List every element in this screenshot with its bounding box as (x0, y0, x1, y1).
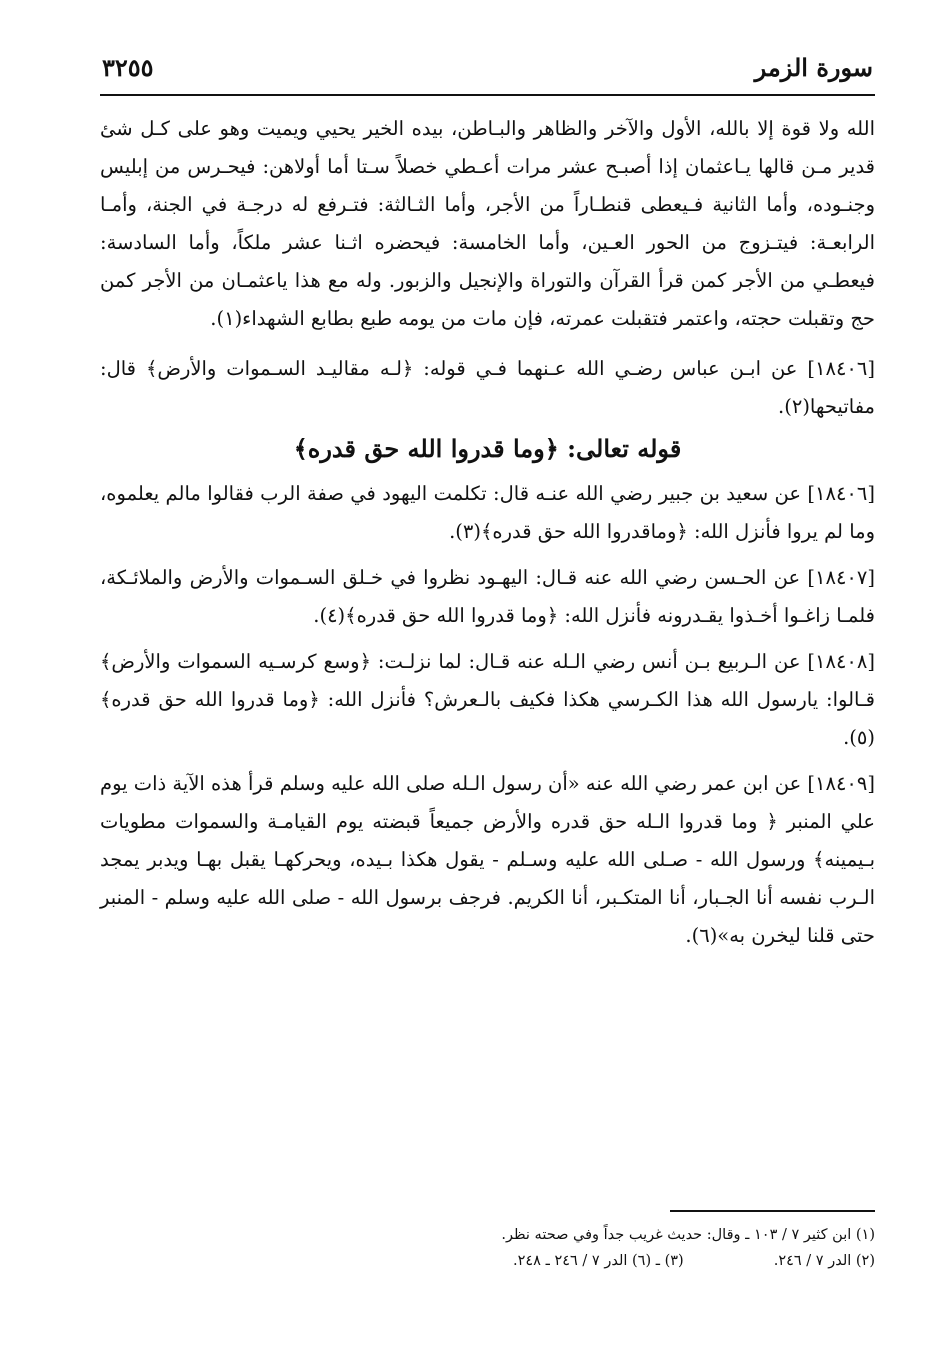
footnote-1: (١) ابن كثير ٧ / ١٠٣ ـ وقال: حديث غريب جداً وفي صحته نظر. (501, 1227, 875, 1243)
page-number: ٣٢٥٥ (102, 52, 154, 82)
hadith-18406-b: [١٨٤٠٦] عن سعيد بن جبير رضي الله عنـه قال: تكلمت اليهود في صفة الرب فقالوا مالم يعلموه، وما لم يروا فأنزل الله: ﴿وماقدروا الله حق قدره﴾(٣). (100, 482, 875, 543)
hadith-18408: [١٨٤٠٨] عن الـربيع بـن أنس رضي الـله عنه قـال: لما نزلـت: ﴿وسع كرسـيه السموات والأرض﴾ قـالوا: يارسول الله هذا الكـرسي هكذا فكيف بالـعرش؟ فأنزل الله: ﴿وما قدروا الله حق قدره﴾(٥). (100, 650, 875, 749)
page-header (100, 40, 875, 96)
footnote-2: (٢) الدر ٧ / ٢٤٦. (773, 1253, 875, 1269)
surah-title: سورة الزمر (754, 52, 873, 82)
page-body (100, 110, 875, 963)
hadith-18406-a: [١٨٤٠٦] عن ابـن عباس رضـي الله عـنهما فـي قوله: ﴿لـه مقاليـد السـموات والأرض﴾ قال: مفاتيحها(٢). (100, 357, 875, 418)
footnotes (100, 1222, 875, 1274)
footnote-divider (670, 1210, 875, 1212)
paragraph-continuation: الله ولا قوة إلا بالله، الأول والآخر والظاهر والبـاطن، بيده الخير يحيي ويميت وهو على كـل شئ قدير مـن قالها يـاعثمان إذا أصبـح عشر مرات أعـطي خصلاً سـتا أما أولاهن: فيحـرس من إبليس وجنـوده، وأما الثانية فـيعطى قنطـاراً من الأجر، وأما الثـالثة: فتـرفع له درجـة في الجنة، وأمـا الرابعـة: فيتـزوج من الحور العـين، وأما الخامسة: فيحضره اثـنا عشر ملكاً، وأما السادسة: فيعطـي من الأجر كمن قرأ القرآن والتوراة والإنجيل والزبور. وله مع هذا ياعثمـان من الأجر كمن حج وتقبلت حجته، واعتمر فتقبلت عمرته، فإن مات من يومه طبع بطابع الشهداء(١). (100, 117, 875, 330)
section-heading: قوله تعالى: ﴿وما قدروا الله حق قدره﴾ (293, 434, 682, 463)
footnote-3-6: (٣) ـ (٦) الدر ٧ / ٢٤٦ ـ ٢٤٨. (512, 1253, 684, 1269)
footnote-row (100, 1248, 875, 1274)
hadith-18407: [١٨٤٠٧] عن الحـسن رضي الله عنه قـال: اليهـود نظروا في خـلق السـموات والأرض والملائـكة، فلمـا زاغـوا أخـذوا يقـدرونه فأنزل الله: ﴿وما قدروا الله حق قدره﴾(٤). (100, 566, 875, 627)
hadith-18409: [١٨٤٠٩] عن ابن عمر رضي الله عنه «أن رسول الـله صلى الله عليه وسلم قرأ هذه الآية ذات يوم علي المنبر ﴿ وما قدروا الـله حق قدره والأرض جميعاً قبضته يوم القيامـة والسموات مطويات بـيمينه﴾ ورسول الله - صـلى الله عليه وسـلم - يقول هكذا بـيده، ويحركهـا يقبل بهـا ويدبر يمجد الـرب نفسه أنا الجـبار، أنا المتكـبر، أنا الكريم. فرجف برسول الله - صلى الله عليه وسلم - المنبر حتى قلنا ليخرن به»(٦). (100, 772, 875, 947)
